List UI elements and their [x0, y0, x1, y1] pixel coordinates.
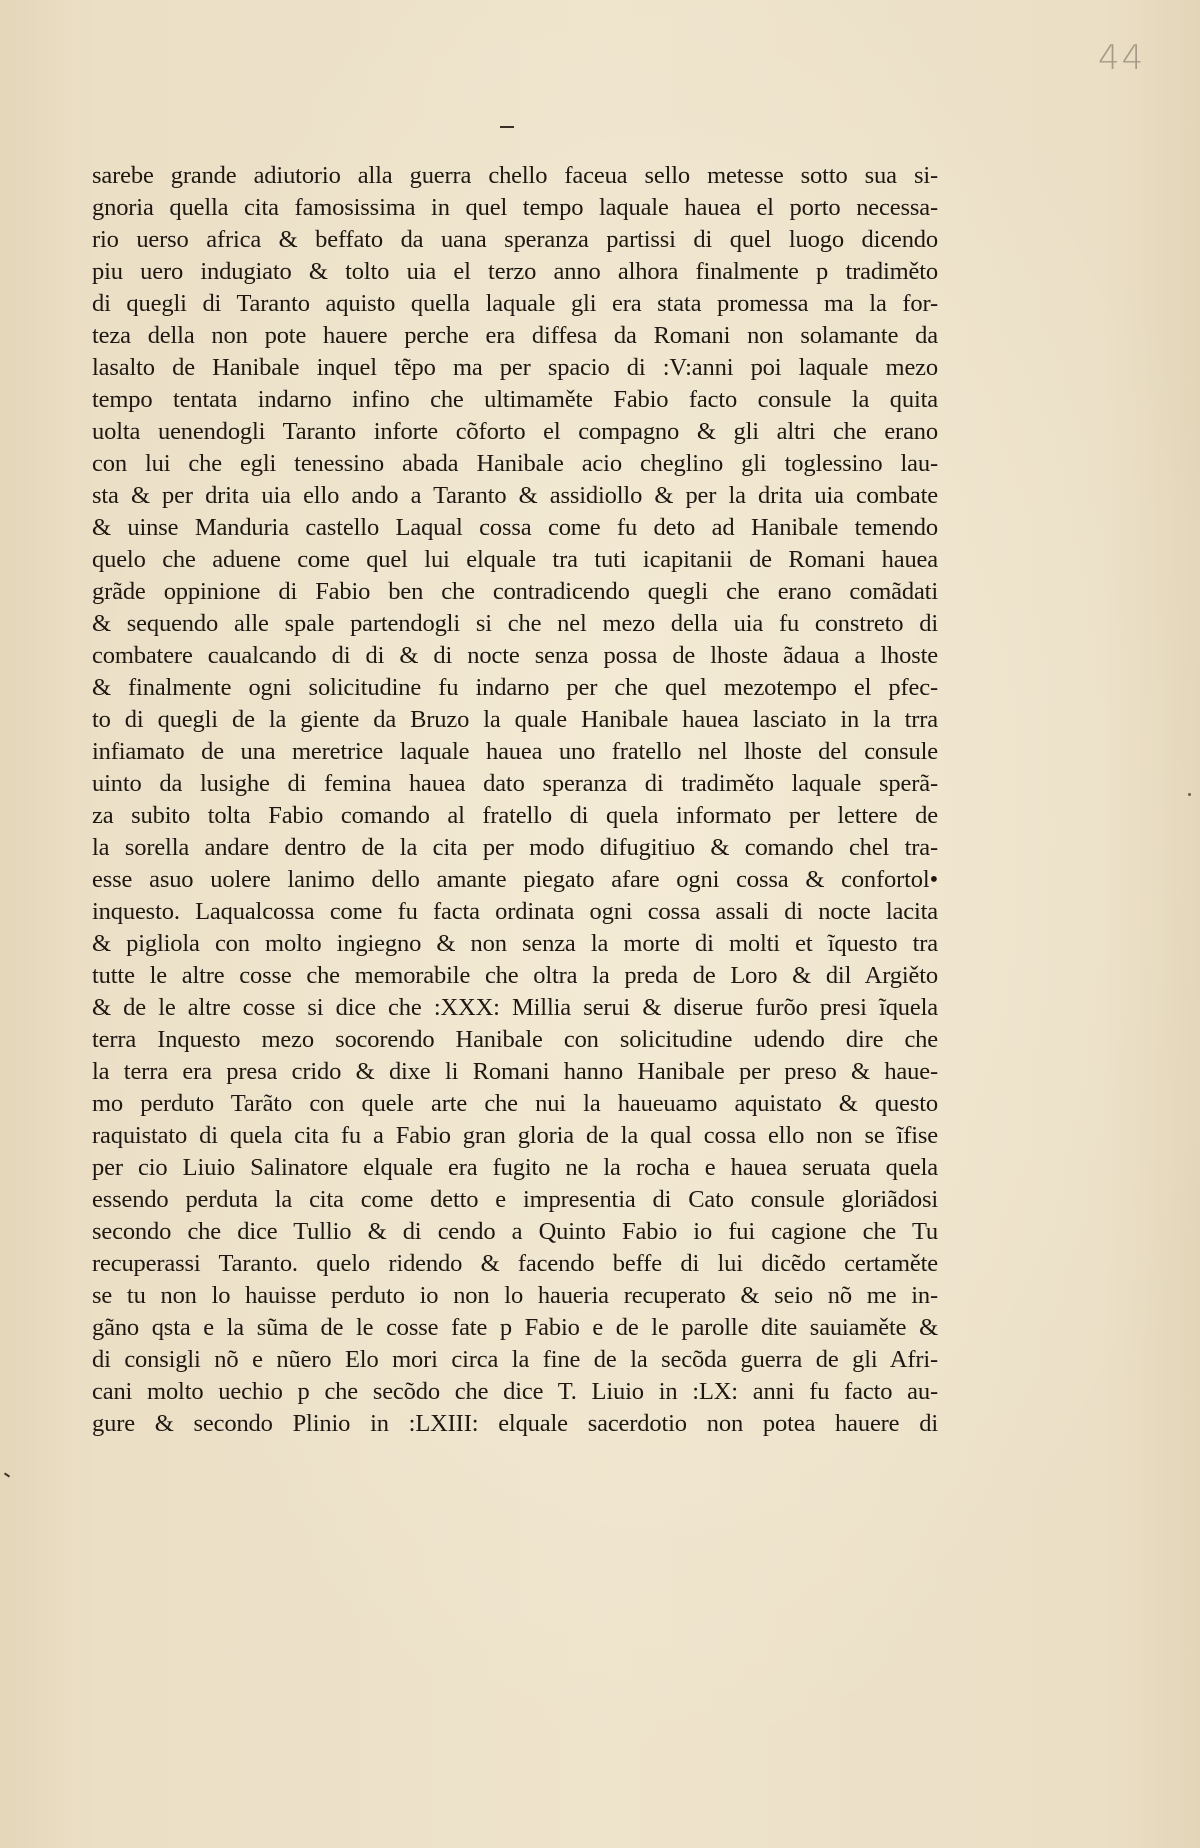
- text-line: la sorella andare dentro de la cita per modo difugitiuo & comando chel tra-: [92, 834, 938, 861]
- text-line: secondo che dice Tullio & di cendo a Quinto Fabio io fui cagione che Tu: [92, 1218, 938, 1245]
- text-line: za subito tolta Fabio comando al fratello di quela informato per lettere de: [92, 802, 938, 829]
- text-line: tutte le altre cosse che memorabile che oltra la preda de Loro & dil Argiěto: [92, 962, 938, 989]
- text-line: & uinse Manduria castello Laqual cossa come fu deto ad Hanibale temendo: [92, 514, 938, 541]
- body-text: [92, 160, 938, 1440]
- text-line: teza della non pote hauere perche era diffesa da Romani non solamante da: [92, 322, 938, 349]
- text-line: sta & per drita uia ello ando a Taranto & assidiollo & per la drita uia combate: [92, 482, 938, 509]
- text-line: piu uero indugiato & tolto uia el terzo anno alhora finalmente p tradiměto: [92, 258, 938, 285]
- text-line: & finalmente ogni solicitudine fu indarno per che quel mezotempo el pfec-: [92, 674, 938, 701]
- header-mark: [500, 126, 514, 128]
- text-line: sarebe grande adiutorio alla guerra chello faceua sello metesse sotto sua si-: [92, 162, 938, 189]
- margin-mark: [4, 1472, 10, 1477]
- text-line: terra Inquesto mezo socorendo Hanibale con solicitudine udendo dire che: [92, 1026, 938, 1053]
- folio-number: 44: [1098, 38, 1146, 78]
- text-line: quelo che aduene come quel lui elquale tra tuti icapitanii de Romani hauea: [92, 546, 938, 573]
- text-line: infiamato de una meretrice laquale hauea uno fratello nel lhoste del consule: [92, 738, 938, 765]
- text-line: cani molto uechio p che secõdo che dice T. Liuio in :LX: anni fu facto au-: [92, 1378, 938, 1405]
- text-line: grãde oppinione di Fabio ben che contradicendo quegli che erano comãdati: [92, 578, 938, 605]
- text-line: la terra era presa crido & dixe li Romani hanno Hanibale per preso & haue-: [92, 1058, 938, 1085]
- text-line: inquesto. Laqualcossa come fu facta ordinata ogni cossa assali di nocte lacita: [92, 898, 938, 925]
- text-line: recuperassi Taranto. quelo ridendo & facendo beffe di lui dicẽdo certaměte: [92, 1250, 938, 1277]
- text-line: uinto da lusighe di femina hauea dato speranza di tradiměto laquale sperã-: [92, 770, 938, 797]
- text-line: mo perduto Tarãto con quele arte che nui la haueuamo aquistato & questo: [92, 1090, 938, 1117]
- text-line: uolta uenendogli Taranto inforte cõforto el compagno & gli altri che erano: [92, 418, 938, 445]
- text-line: & pigliola con molto ingiegno & non senza la morte di molti et ĩquesto tra: [92, 930, 938, 957]
- text-line: rio uerso africa & beffato da uana speranza partissi di quel luogo dicendo: [92, 226, 938, 253]
- text-line: gnoria quella cita famosissima in quel tempo laquale hauea el porto necessa-: [92, 194, 938, 221]
- margin-dot: [1188, 793, 1191, 796]
- text-line: essendo perduta la cita come detto e impresentia di Cato consule gloriãdosi: [92, 1186, 938, 1213]
- text-line: gãno qsta e la sũma de le cosse fate p Fabio e de le parolle dite sauiaměte &: [92, 1314, 938, 1341]
- text-line: combatere caualcando di di & di nocte senza possa de lhoste ãdaua a lhoste: [92, 642, 938, 669]
- text-line: con lui che egli tenessino abada Hanibale acio cheglino gli toglessino lau-: [92, 450, 938, 477]
- text-line: to di quegli de la giente da Bruzo la quale Hanibale hauea lasciato in la trra: [92, 706, 938, 733]
- text-line: di consigli nõ e nũero Elo mori circa la fine de la secõda guerra de gli Afri-: [92, 1346, 938, 1373]
- text-line: lasalto de Hanibale inquel tẽpo ma per spacio di :V:anni poi laquale mezo: [92, 354, 938, 381]
- text-line: tempo tentata indarno infino che ultimaměte Fabio facto consule la quita: [92, 386, 938, 413]
- text-line: per cio Liuio Salinatore elquale era fugito ne la rocha e hauea seruata quela: [92, 1154, 938, 1181]
- text-line: di quegli di Taranto aquisto quella laquale gli era stata promessa ma la for-: [92, 290, 938, 317]
- text-line: gure & secondo Plinio in :LXIII: elquale sacerdotio non potea hauere di: [92, 1410, 938, 1437]
- text-line: & sequendo alle spale partendogli si che nel mezo della uia fu constreto di: [92, 610, 938, 637]
- text-line: & de le altre cosse si dice che :XXX: Millia serui & diserue furõo presi ĩquela: [92, 994, 938, 1021]
- text-line: raquistato di quela cita fu a Fabio gran gloria de la qual cossa ello non se ĩfise: [92, 1122, 938, 1149]
- text-line: esse asuo uolere lanimo dello amante piegato afare ogni cossa & confortol•: [92, 866, 938, 893]
- text-line: se tu non lo hauisse perduto io non lo haueria recuperato & seio nõ me in-: [92, 1282, 938, 1309]
